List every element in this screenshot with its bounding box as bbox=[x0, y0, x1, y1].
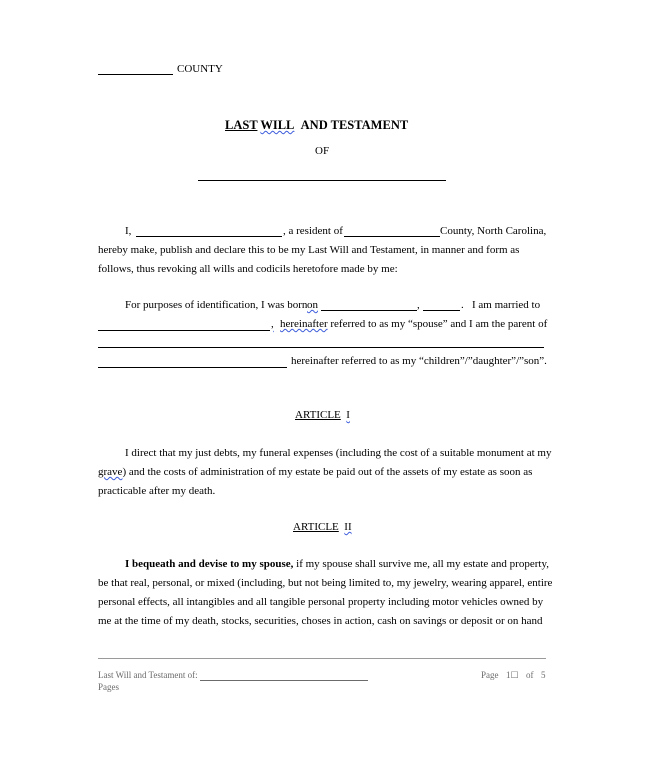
article-2-word: ARTICLE bbox=[293, 521, 339, 533]
footer-page-word: Page bbox=[481, 670, 499, 680]
article-1-line2 bbox=[98, 466, 532, 478]
article-2-heading bbox=[293, 521, 352, 533]
title-rest: AND TESTAMENT bbox=[300, 118, 409, 132]
ident-hereinafter bbox=[280, 318, 547, 330]
ident-married: I am married to bbox=[472, 299, 541, 311]
intro-line3: follows, thus revoking all wills and codicils heretofore made by me: bbox=[98, 263, 398, 275]
residence-blank-line[interactable] bbox=[344, 236, 440, 237]
footer-page-number: 1☐ bbox=[506, 670, 519, 680]
footer-divider bbox=[98, 658, 546, 659]
article-2-line1-rest: if my spouse shall survive me, all my estate and property, bbox=[293, 558, 549, 570]
article-2-line1 bbox=[125, 558, 549, 570]
intro-county: County, North Carolina, bbox=[440, 225, 547, 237]
children-line-1[interactable] bbox=[98, 347, 544, 348]
title-last: LAST bbox=[225, 118, 258, 132]
title-will: WILL bbox=[260, 118, 295, 132]
ident-on: on bbox=[307, 299, 318, 311]
ident-comma: , bbox=[417, 299, 420, 311]
grave-word: grave bbox=[98, 466, 123, 478]
hereinafter-word: hereinafter bbox=[280, 318, 328, 330]
ident-children: hereinafter referred to as my “children”/”daughter”/”son”. bbox=[291, 355, 547, 367]
article-1-line3: practicable after my death. bbox=[98, 485, 216, 497]
children-line-2[interactable] bbox=[98, 367, 287, 368]
intro-line2: hereby make, publish and declare this to be my Last Will and Testament, in manner and form as bbox=[98, 244, 520, 256]
article-1-heading bbox=[295, 409, 350, 421]
article-1-line2-rest: ) and the costs of administration of my estate be paid out of the assets of my estate as soon as bbox=[122, 466, 533, 478]
ident-spouse-text: referred to as my “spouse” and I am the parent of bbox=[330, 318, 548, 330]
ident-period: . bbox=[461, 299, 464, 311]
article-1-line1: I direct that my just debts, my funeral expenses (including the cost of a suitable monument at my bbox=[125, 447, 552, 459]
footer-of-word: of bbox=[526, 670, 534, 680]
footer-total-pages: 5 bbox=[541, 670, 546, 680]
birth-date-line[interactable] bbox=[321, 310, 417, 311]
footer-will-label: Last Will and Testament of: bbox=[98, 670, 198, 680]
county-blank-line[interactable] bbox=[98, 74, 173, 75]
article-2-line2: be that real, personal, or mixed (including, but not being limited to, my jewelry, wearing apparel, entire bbox=[98, 577, 553, 589]
bequeath-bold: I bequeath and devise to my spouse, bbox=[125, 558, 294, 570]
spouse-name-line[interactable] bbox=[98, 330, 270, 331]
county-label: COUNTY bbox=[177, 63, 223, 75]
title-of: OF bbox=[315, 145, 330, 157]
intro-resident: , a resident of bbox=[283, 225, 343, 237]
footer-pages-word: Pages bbox=[98, 682, 119, 692]
birth-year-line[interactable] bbox=[423, 310, 460, 311]
intro-i: I, bbox=[125, 225, 132, 237]
ident-born: For purposes of identification, I was born bbox=[125, 299, 308, 311]
footer-name-line[interactable] bbox=[200, 680, 368, 681]
name-blank-line[interactable] bbox=[136, 236, 282, 237]
article-2-num: II bbox=[344, 521, 352, 533]
ident-comma-2: , bbox=[271, 318, 274, 330]
article-2-line3: personal effects, all intangibles and all tangible personal property including motor vehicles owned by bbox=[98, 596, 544, 608]
article-1-word: ARTICLE bbox=[295, 409, 341, 421]
document-title bbox=[225, 118, 408, 133]
testator-name-line[interactable] bbox=[198, 180, 446, 181]
article-1-num: I bbox=[346, 409, 350, 421]
article-2-line4: me at the time of my death, stocks, securities, choses in action, cash on savings or deposit or on hand bbox=[98, 615, 543, 627]
